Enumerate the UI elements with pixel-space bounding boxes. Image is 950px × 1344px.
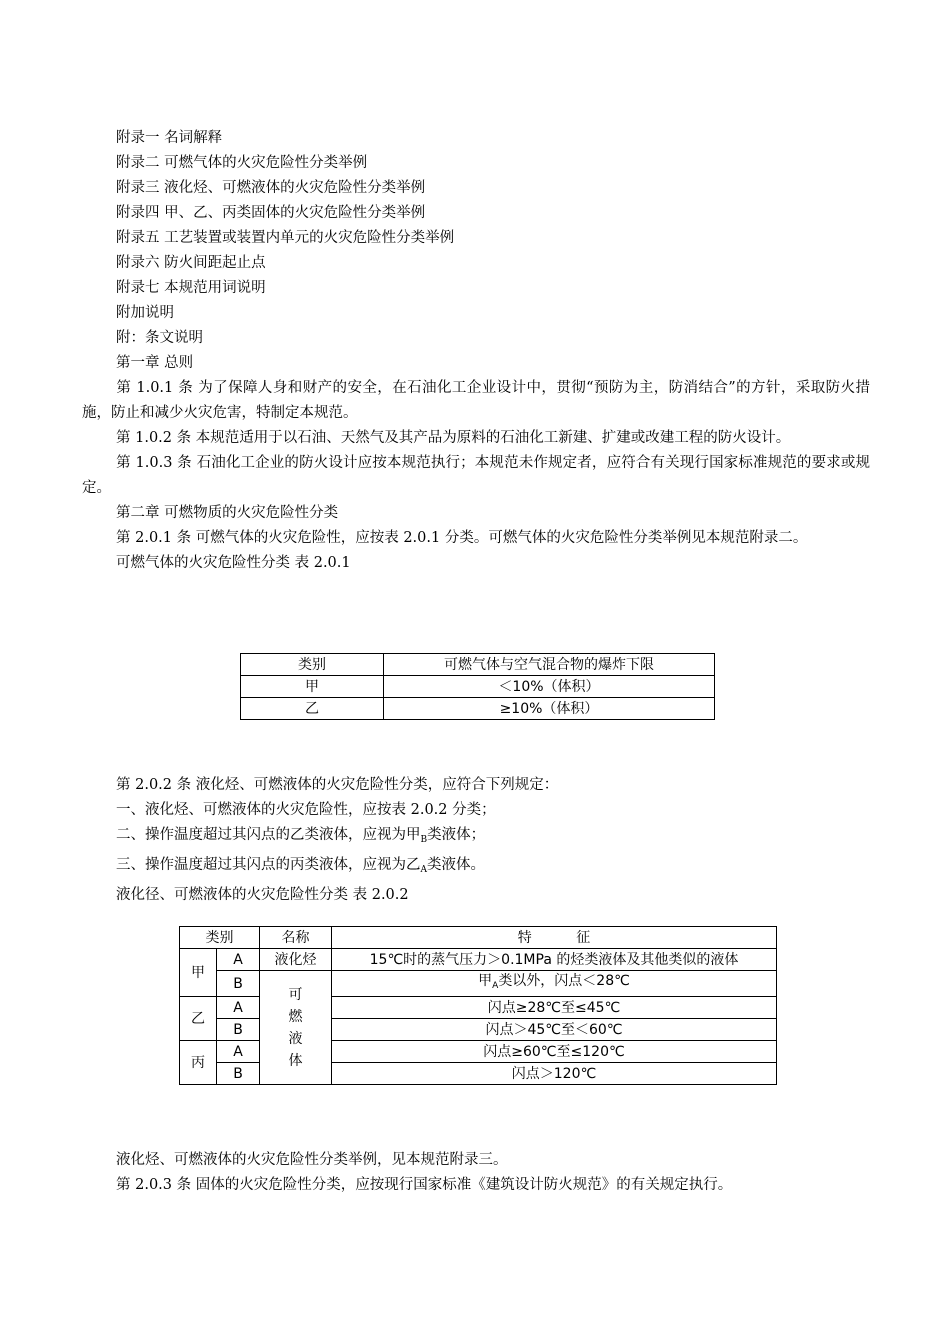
class-cell: 丙 — [180, 1041, 217, 1085]
class-cell: 乙 — [180, 997, 217, 1041]
table-1-caption: 可燃气体的火灾危险性分类 表 2.0.1 — [116, 555, 351, 571]
table-header-cell: 名称 — [260, 927, 332, 949]
article-1-0-2 — [82, 426, 870, 451]
paragraph-line: 液化烃、可燃液体的火灾危险性分类举例，见本规范附录三。 — [116, 1152, 508, 1168]
table-header-cell: 可燃气体与空气混合物的爆炸下限 — [384, 654, 715, 676]
article-2-0-3: 第 2.0.3 条 固体的火灾危险性分类，应按现行国家标准《建筑设计防火规范》的有关规定执行。 — [116, 1177, 733, 1193]
subclass-cell: B — [217, 1019, 260, 1041]
article-2-0-1 — [82, 526, 870, 551]
table-row — [241, 676, 715, 698]
appendix-line: 附录二 可燃气体的火灾危险性分类举例 — [116, 155, 368, 171]
feature-cell: 闪点≥60℃至≤120℃ — [332, 1041, 777, 1063]
chapter-1-heading: 第一章 总则 — [116, 355, 194, 371]
article-2-0-2: 第 2.0.2 条 液化烃、可燃液体的火灾危险性分类，应符合下列规定： — [116, 777, 559, 793]
article-1-0-1-text: 第 1.0.1 条 为了保障人身和财产的安全，在石油化工企业设计中，贯彻“预防为主，防消结合”的方针，采取防火措施，防止和减少火灾危害，特制定本规范。 — [82, 380, 870, 421]
feature-cell: 闪点＞45℃至＜60℃ — [332, 1019, 777, 1041]
table-cell: ＜10%（体积） — [384, 676, 715, 698]
subclass-cell: A — [217, 1041, 260, 1063]
table-2-0-1 — [240, 653, 715, 720]
rule-3: 三、操作温度超过其闪点的丙类液体，应视为乙$_A$类液体。 — [116, 857, 485, 875]
feature-cell: 闪点≥28℃至≤45℃ — [332, 997, 777, 1019]
appendix-line: 附录一 名词解释 — [116, 130, 223, 146]
appendix-line: 附录六 防火间距起止点 — [116, 255, 266, 271]
appendix-line: 附：条文说明 — [116, 330, 203, 346]
feature-cell: 甲$_A$类以外，闪点＜28℃ — [332, 971, 777, 997]
table-cell: 甲 — [241, 676, 384, 698]
feature-cell: 15℃时的蒸气压力＞0.1MPa 的烃类液体及其他类似的液体 — [332, 949, 777, 971]
after-table-text — [82, 1148, 870, 1198]
appendix-line: 附录五 工艺装置或装置内单元的火灾危险性分类举例 — [116, 230, 455, 246]
appendix-line: 附录七 本规范用词说明 — [116, 280, 266, 296]
table-row — [180, 927, 777, 949]
article-1-0-3 — [82, 451, 870, 501]
rule-2: 二、操作温度超过其闪点的乙类液体，应视为甲$_B$类液体； — [116, 827, 486, 845]
rule-1: 一、液化烃、可燃液体的火灾危险性，应按表 2.0.2 分类； — [116, 802, 496, 818]
table-row — [241, 698, 715, 720]
subclass-cell: B — [217, 1063, 260, 1085]
article-2-0-1-text: 第 2.0.1 条 可燃气体的火灾危险性，应按表 2.0.1 分类。可燃气体的火灾危险性分类举例见本规范附录二。 — [116, 530, 808, 546]
appendix-line: 附加说明 — [116, 305, 174, 321]
chapter-2-heading: 第二章 可燃物质的火灾危险性分类 — [116, 505, 339, 521]
appendix-list — [82, 126, 870, 576]
name-cell-liquid: 可 燃 液 体 — [260, 971, 332, 1085]
appendix-line: 附录三 液化烃、可燃液体的火灾危险性分类举例 — [116, 180, 426, 196]
name-cell: 液化烃 — [260, 949, 332, 971]
article-2-0-2-block — [82, 773, 870, 908]
subclass-cell: A — [217, 949, 260, 971]
appendix-line: 附录四 甲、乙、丙类固体的火灾危险性分类举例 — [116, 205, 426, 221]
subclass-cell: A — [217, 997, 260, 1019]
feature-cell: 闪点＞120℃ — [332, 1063, 777, 1085]
subclass-cell: B — [217, 971, 260, 997]
table-header-cell: 类别 — [241, 654, 384, 676]
table-row — [180, 949, 777, 971]
article-1-0-3-text: 第 1.0.3 条 石油化工企业的防火设计应按本规范执行；本规范未作规定者，应符合有关现行国家标准规范的要求或规定。 — [82, 455, 870, 496]
table-row — [180, 971, 777, 997]
table-2-caption: 液化径、可燃液体的火灾危险性分类 表 2.0.2 — [116, 887, 409, 903]
table-cell: 乙 — [241, 698, 384, 720]
class-cell: 甲 — [180, 949, 217, 997]
table-cell: ≥10%（体积） — [384, 698, 715, 720]
table-row — [241, 654, 715, 676]
table-header-cell: 类别 — [180, 927, 260, 949]
table-header-cell: 特 征 — [332, 927, 777, 949]
table-2-0-2 — [179, 926, 777, 1085]
article-1-0-1 — [82, 376, 870, 426]
article-1-0-2-text: 第 1.0.2 条 本规范适用于以石油、天然气及其产品为原料的石油化工新建、扩建或改建工程的防火设计。 — [116, 430, 791, 446]
